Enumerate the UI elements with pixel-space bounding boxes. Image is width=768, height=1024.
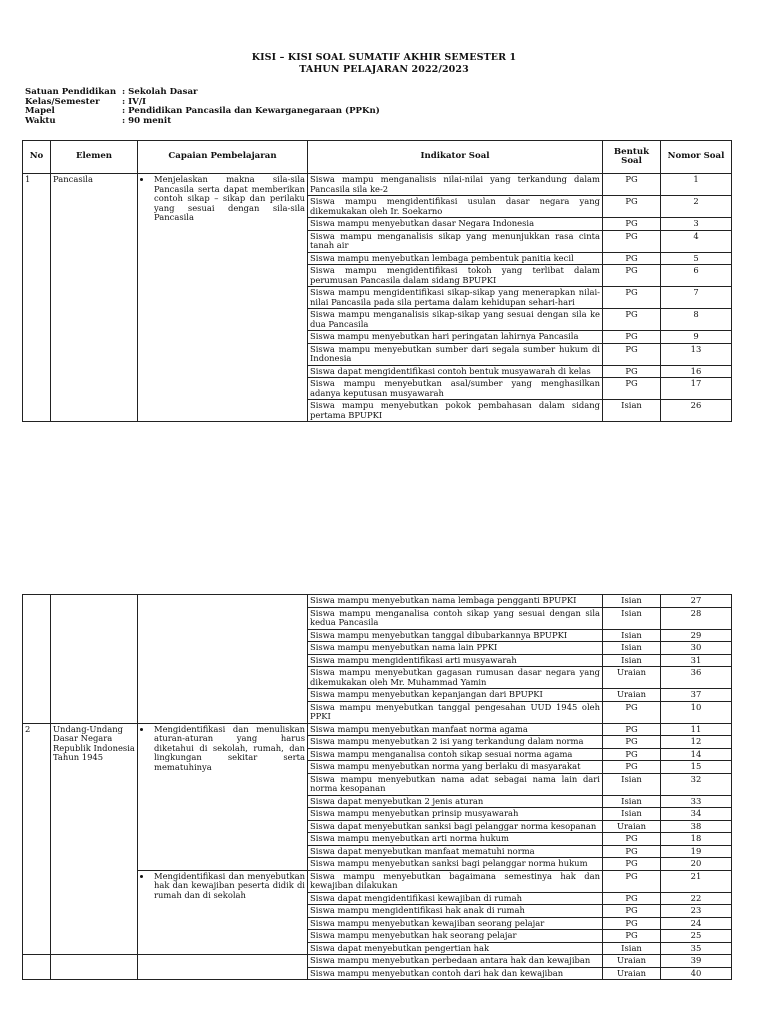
nomor-cell: 34 <box>661 808 732 821</box>
no-cell <box>23 955 51 980</box>
indikator-cell: Siswa dapat mengidentifikasi contoh bentuk musyawarah di kelas <box>308 365 603 378</box>
bentuk-cell: PG <box>603 723 661 736</box>
elemen-cell: Undang-Undang Dasar Negara Republik Indonesia Tahun 1945 <box>51 723 138 955</box>
col-header-nomor: Nomor Soal <box>661 141 732 174</box>
meta-key: Mapel <box>25 106 55 117</box>
indikator-cell: Siswa mampu menganalisis sikap yang menunjukkan rasa cinta tanah air <box>308 230 603 252</box>
indikator-cell: Siswa mampu menyebutkan norma yang berlaku di masyarakat <box>308 761 603 774</box>
nomor-cell: 32 <box>661 773 732 795</box>
indikator-cell: Siswa mampu menganalisa contoh sikap sesuai norma agama <box>308 748 603 761</box>
bentuk-cell: PG <box>603 845 661 858</box>
bentuk-cell: Uraian <box>603 820 661 833</box>
table-header-row <box>23 141 732 174</box>
nomor-cell: 31 <box>661 654 732 667</box>
document-title: KISI – KISI SOAL SUMATIF AKHIR SEMESTER 1 <box>251 52 517 63</box>
indikator-cell: Siswa mampu menyebutkan lembaga pembentuk panitia kecil <box>308 252 603 265</box>
nomor-cell: 13 <box>661 343 732 365</box>
indikator-cell: Siswa mampu menyebutkan perbedaan antara hak dan kewajiban <box>308 955 603 968</box>
meta-key: Kelas/Semester <box>25 96 100 107</box>
indikator-cell: Siswa mampu menyebutkan nama lembaga pengganti BPUPKI <box>308 595 603 608</box>
nomor-cell: 3 <box>661 218 732 231</box>
capaian-item: • Mengidentifikasi dan menyebutkan hak dan kewajiban peserta didik di rumah dan di sekolah <box>152 872 305 901</box>
nomor-cell: 36 <box>661 667 732 689</box>
nomor-cell: 33 <box>661 795 732 808</box>
indikator-cell: Siswa mampu menganalisis nilai-nilai yang terkandung dalam Pancasila sila ke-2 <box>308 174 603 196</box>
bentuk-cell: PG <box>603 748 661 761</box>
table-row <box>23 955 732 968</box>
bentuk-cell: PG <box>603 287 661 309</box>
col-header-no: No <box>23 141 51 174</box>
nomor-cell: 11 <box>661 723 732 736</box>
nomor-cell: 20 <box>661 858 732 871</box>
bentuk-cell: PG <box>603 230 661 252</box>
bentuk-cell: Isian <box>603 400 661 422</box>
bentuk-cell: Isian <box>603 607 661 629</box>
capaian-list <box>140 725 305 773</box>
indikator-cell: Siswa mampu menyebutkan dasar Negara Indonesia <box>308 218 603 231</box>
nomor-cell: 17 <box>661 378 732 400</box>
indikator-cell: Siswa dapat menyebutkan manfaat mematuhi norma <box>308 845 603 858</box>
nomor-cell: 2 <box>661 196 732 218</box>
indikator-cell: Siswa dapat menyebutkan sanksi bagi pelanggar norma kesopanan <box>308 820 603 833</box>
nomor-cell: 10 <box>661 701 732 723</box>
bentuk-cell: PG <box>603 196 661 218</box>
indikator-cell: Siswa mampu menyebutkan bagaimana semestinya hak dan kewajiban dilakukan <box>308 870 603 892</box>
indikator-cell: Siswa mampu mengidentifikasi sikap-sikap yang menerapkan nilai-nilai Pancasila pada sila pertama dalam kehidupan sehari-hari <box>308 287 603 309</box>
bentuk-cell: PG <box>603 378 661 400</box>
indikator-cell: Siswa mampu menyebutkan nama lain PPKI <box>308 642 603 655</box>
indikator-cell: Siswa mampu menyebutkan kewajiban seorang pelajar <box>308 917 603 930</box>
meta-value: : Pendidikan Pancasila dan Kewarganegaraan (PPKn) <box>122 106 380 117</box>
elemen-cell <box>51 595 138 724</box>
bentuk-cell: Isian <box>603 795 661 808</box>
bentuk-cell: PG <box>603 265 661 287</box>
meta-key: Satuan Pendidikan <box>25 87 117 97</box>
nomor-cell: 29 <box>661 629 732 642</box>
nomor-cell: 25 <box>661 930 732 943</box>
indikator-cell: Siswa dapat mengidentifikasi kewajiban di rumah <box>308 892 603 905</box>
nomor-cell: 9 <box>661 331 732 344</box>
indikator-cell: Siswa mampu mengidentifikasi usulan dasar negara yang dikemukakan oleh Ir. Soekarno <box>308 196 603 218</box>
indikator-cell: Siswa mampu menyebutkan pokok pembahasan dalam sidang pertama BPUPKI <box>308 400 603 422</box>
indikator-cell: Siswa dapat menyebutkan pengertian hak <box>308 942 603 955</box>
indikator-cell: Siswa mampu menyebutkan sumber dari segala sumber hukum di Indonesia <box>308 343 603 365</box>
nomor-cell: 38 <box>661 820 732 833</box>
bentuk-cell: PG <box>603 252 661 265</box>
kisi-kisi-table-page1 <box>22 140 732 422</box>
capaian-cell <box>138 955 308 980</box>
bentuk-cell: PG <box>603 761 661 774</box>
meta-row <box>25 107 380 117</box>
nomor-cell: 12 <box>661 736 732 749</box>
bentuk-cell: Isian <box>603 773 661 795</box>
indikator-cell: Siswa mampu menyebutkan contoh dari hak dan kewajiban <box>308 967 603 980</box>
capaian-cell <box>138 174 308 422</box>
col-header-indikator: Indikator Soal <box>308 141 603 174</box>
elemen-cell: Pancasila <box>51 174 138 422</box>
bentuk-cell: PG <box>603 892 661 905</box>
indikator-cell: Siswa mampu menyebutkan gagasan rumusan dasar negara yang dikemukakan oleh Mr. Muhammad Yamin <box>308 667 603 689</box>
bentuk-cell: PG <box>603 174 661 196</box>
indikator-cell: Siswa mampu menyebutkan 2 isi yang terkandung dalam norma <box>308 736 603 749</box>
nomor-cell: 19 <box>661 845 732 858</box>
no-cell: 2 <box>23 723 51 955</box>
bentuk-cell: PG <box>603 309 661 331</box>
nomor-cell: 28 <box>661 607 732 629</box>
capaian-cell <box>138 595 308 724</box>
bentuk-cell: PG <box>603 365 661 378</box>
indikator-cell: Siswa mampu menganalisis sikap-sikap yang sesuai dengan sila ke dua Pancasila <box>308 309 603 331</box>
nomor-cell: 40 <box>661 967 732 980</box>
nomor-cell: 23 <box>661 905 732 918</box>
kisi-kisi-table-page2 <box>22 594 732 980</box>
indikator-cell: Siswa mampu menyebutkan hari peringatan lahirnya Pancasila <box>308 331 603 344</box>
bentuk-cell: Isian <box>603 629 661 642</box>
bentuk-cell: PG <box>603 905 661 918</box>
bentuk-cell: PG <box>603 701 661 723</box>
bentuk-cell: Uraian <box>603 955 661 968</box>
no-cell <box>23 595 51 724</box>
bentuk-cell: Isian <box>603 642 661 655</box>
document-subtitle: TAHUN PELAJARAN 2022/2023 <box>299 64 469 75</box>
bentuk-cell: PG <box>603 343 661 365</box>
nomor-cell: 27 <box>661 595 732 608</box>
nomor-cell: 4 <box>661 230 732 252</box>
no-cell: 1 <box>23 174 51 422</box>
bentuk-cell: PG <box>603 870 661 892</box>
bentuk-cell: Isian <box>603 942 661 955</box>
elemen-cell <box>51 955 138 980</box>
meta-row <box>25 117 380 127</box>
indikator-cell: Siswa mampu menyebutkan kepanjangan dari BPUPKI <box>308 689 603 702</box>
nomor-cell: 8 <box>661 309 732 331</box>
indikator-cell: Siswa mampu menyebutkan tanggal pengesahan UUD 1945 oleh PPKI <box>308 701 603 723</box>
bentuk-cell: PG <box>603 218 661 231</box>
capaian-list <box>140 872 305 901</box>
capaian-item: • Mengidentifikasi dan menuliskan aturan-aturan yang harus diketahui di sekolah, rumah, dan lingkungan sekitar serta mematuhinya <box>152 725 305 773</box>
document-meta <box>25 88 380 126</box>
nomor-cell: 39 <box>661 955 732 968</box>
nomor-cell: 22 <box>661 892 732 905</box>
nomor-cell: 5 <box>661 252 732 265</box>
capaian-list <box>140 175 305 223</box>
meta-value: : IV/I <box>122 96 147 107</box>
nomor-cell: 24 <box>661 917 732 930</box>
indikator-cell: Siswa mampu menyebutkan nama adat sebagai nama lain dari norma kesopanan <box>308 773 603 795</box>
bentuk-cell: PG <box>603 736 661 749</box>
meta-key: Waktu <box>25 115 56 126</box>
nomor-cell: 1 <box>661 174 732 196</box>
bentuk-cell: Isian <box>603 595 661 608</box>
nomor-cell: 37 <box>661 689 732 702</box>
indikator-cell: Siswa mampu menyebutkan prinsip musyawarah <box>308 808 603 821</box>
bentuk-cell: PG <box>603 930 661 943</box>
indikator-cell: Siswa mampu menyebutkan arti norma hukum <box>308 833 603 846</box>
indikator-cell: Siswa mampu mengidentifikasi arti musyawarah <box>308 654 603 667</box>
nomor-cell: 6 <box>661 265 732 287</box>
nomor-cell: 18 <box>661 833 732 846</box>
nomor-cell: 30 <box>661 642 732 655</box>
col-header-elemen: Elemen <box>51 141 138 174</box>
meta-value: : Sekolah Dasar <box>122 87 198 97</box>
nomor-cell: 16 <box>661 365 732 378</box>
indikator-cell: Siswa mampu menyebutkan manfaat norma agama <box>308 723 603 736</box>
capaian-cell <box>138 870 308 955</box>
col-header-capaian: Capaian Pembelajaran <box>138 141 308 174</box>
nomor-cell: 26 <box>661 400 732 422</box>
bentuk-cell: Uraian <box>603 689 661 702</box>
capaian-item: • Menjelaskan makna sila-sila Pancasila serta dapat memberikan contoh sikap – sikap dan perilaku yang sesuai dengan sila-sila Pancasila <box>152 175 305 223</box>
indikator-cell: Siswa mampu mengidentifikasi tokoh yang terlibat dalam perumusan Pancasila dalam sidang BPUPKI <box>308 265 603 287</box>
bentuk-cell: PG <box>603 917 661 930</box>
bentuk-cell: PG <box>603 833 661 846</box>
bentuk-cell: Isian <box>603 808 661 821</box>
bentuk-cell: Uraian <box>603 667 661 689</box>
capaian-cell <box>138 723 308 870</box>
indikator-cell: Siswa dapat menyebutkan 2 jenis aturan <box>308 795 603 808</box>
bentuk-cell: Isian <box>603 654 661 667</box>
table-row <box>23 723 732 736</box>
col-header-bentuk: Bentuk Soal <box>603 141 661 174</box>
bentuk-cell: PG <box>603 858 661 871</box>
indikator-cell: Siswa mampu menyebutkan hak seorang pelajar <box>308 930 603 943</box>
meta-value: : 90 menit <box>122 115 172 126</box>
indikator-cell: Siswa mampu mengidentifikasi hak anak di rumah <box>308 905 603 918</box>
indikator-cell: Siswa mampu menyebutkan sanksi bagi pelanggar norma hukum <box>308 858 603 871</box>
nomor-cell: 14 <box>661 748 732 761</box>
table-row <box>23 174 732 196</box>
indikator-cell: Siswa mampu menyebutkan tanggal dibubarkannya BPUPKI <box>308 629 603 642</box>
nomor-cell: 21 <box>661 870 732 892</box>
nomor-cell: 7 <box>661 287 732 309</box>
indikator-cell: Siswa mampu menganalisa contoh sikap yang sesuai dengan sila kedua Pancasila <box>308 607 603 629</box>
nomor-cell: 35 <box>661 942 732 955</box>
bentuk-cell: Uraian <box>603 967 661 980</box>
bentuk-cell: PG <box>603 331 661 344</box>
indikator-cell: Siswa mampu menyebutkan asal/sumber yang menghasilkan adanya keputusan musyawarah <box>308 378 603 400</box>
table-row <box>23 595 732 608</box>
nomor-cell: 15 <box>661 761 732 774</box>
